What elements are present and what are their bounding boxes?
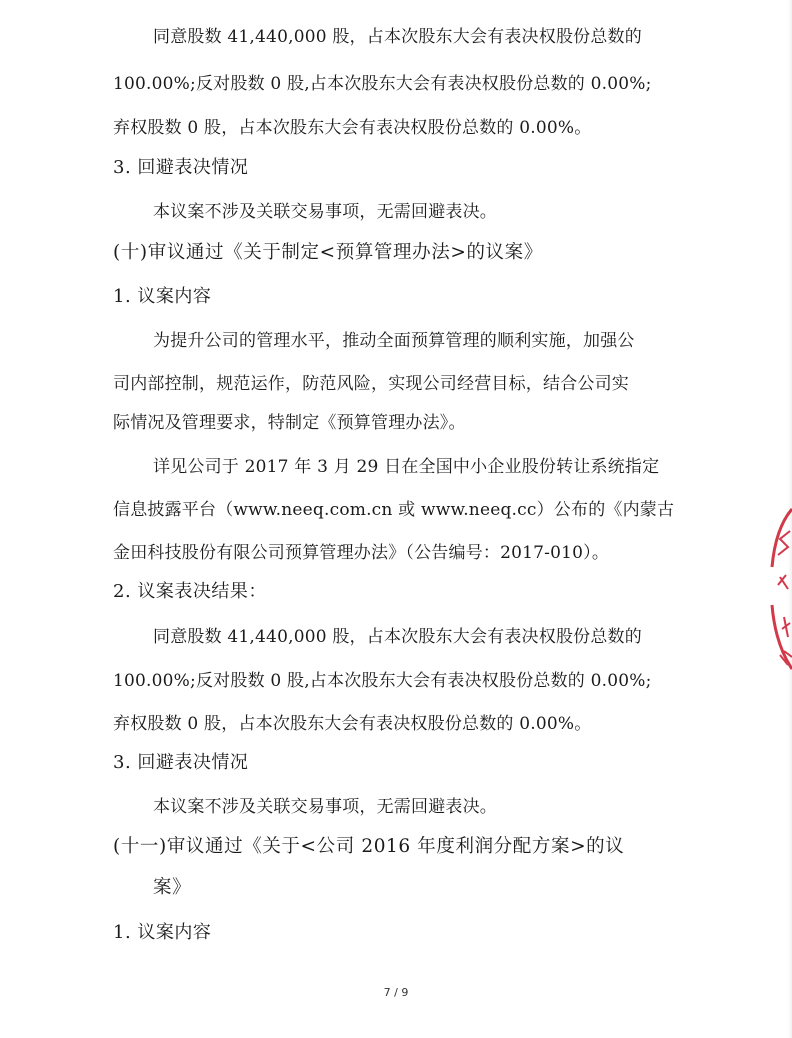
- section-heading: 1. 议案内容: [113, 922, 212, 943]
- agenda-title: (十一)审议通过《关于<公司 2016 年度利润分配方案>的议: [113, 836, 625, 857]
- scan-edge-shadow: [788, 0, 792, 1038]
- paragraph-line: 本议案不涉及关联交易事项，无需回避表决。: [153, 202, 497, 222]
- paragraph-line: 同意股数 41,440,000 股，占本次股东大会有表决权股份总数的: [153, 27, 642, 47]
- paragraph-line: 本议案不涉及关联交易事项，无需回避表决。: [153, 797, 497, 817]
- paragraph-line: 弃权股数 0 股，占本次股东大会有表决权股份总数的 0.00%。: [113, 118, 592, 138]
- paragraph-line: 金田科技股份有限公司预算管理办法》（公告编号：2017-010）。: [113, 543, 610, 563]
- agenda-title: (十)审议通过《关于制定<预算管理办法>的议案》: [113, 242, 543, 263]
- section-heading: 3. 回避表决情况: [113, 157, 249, 178]
- paragraph-line: 弃权股数 0 股，占本次股东大会有表决权股份总数的 0.00%。: [113, 714, 592, 734]
- paragraph-line: 际情况及管理要求，特制定《预算管理办法》。: [113, 413, 466, 433]
- paragraph-line: 100.00%;反对股数 0 股,占本次股东大会有表决权股份总数的 0.00%;: [113, 671, 652, 691]
- paragraph-line: 为提升公司的管理水平，推动全面预算管理的顺利实施，加强公: [153, 331, 635, 351]
- section-heading: 1. 议案内容: [113, 286, 212, 307]
- section-heading: 3. 回避表决情况: [113, 752, 249, 773]
- paragraph-line: 信息披露平台（www.neeq.com.cn 或 www.neeq.cc）公布的《内蒙古: [113, 500, 675, 520]
- paragraph-line: 同意股数 41,440,000 股，占本次股东大会有表决权股份总数的: [153, 627, 642, 647]
- agenda-title-continued: 案》: [153, 877, 192, 898]
- page-number: 7 / 9: [383, 986, 409, 999]
- section-heading: 2. 议案表决结果：: [113, 581, 267, 602]
- paragraph-line: 司内部控制，规范运作，防范风险，实现公司经营目标，结合公司实: [113, 374, 629, 394]
- paragraph-line: 100.00%;反对股数 0 股,占本次股东大会有表决权股份总数的 0.00%;: [113, 74, 652, 94]
- paragraph-line: 详见公司于 2017 年 3 月 29 日在全国中小企业股份转让系统指定: [153, 457, 660, 477]
